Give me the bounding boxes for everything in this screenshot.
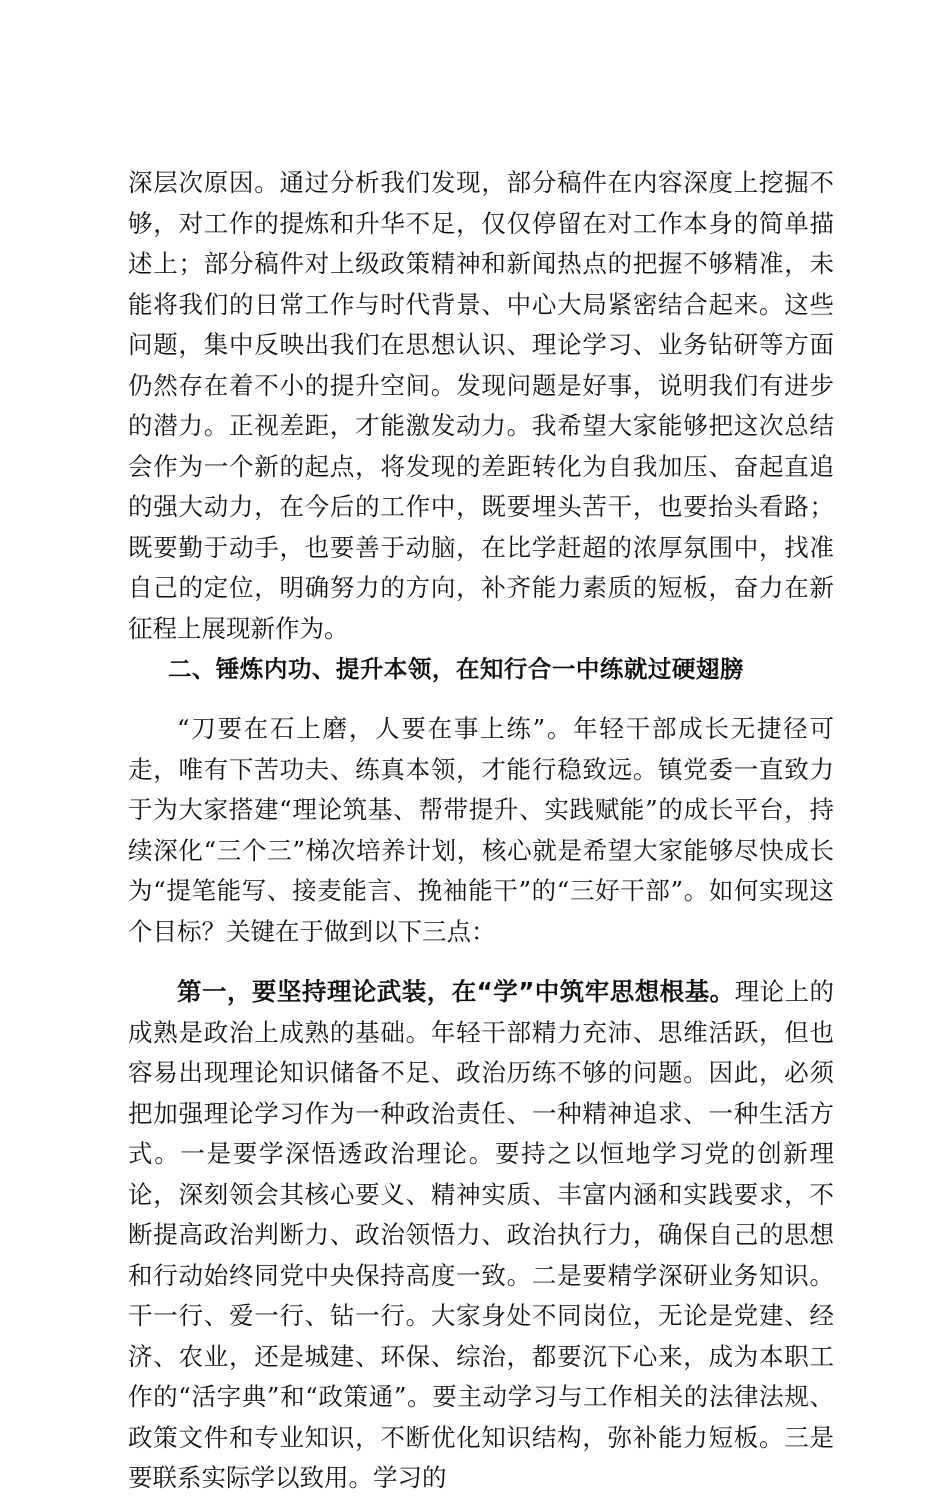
paragraph-body-text: 理论上的成熟是政治上成熟的基础。年轻干部精力充沛、思维活跃，但也容易出现理论知识储备不足、政治历练不够的问题。因此，必须把加强理论学习作为一种政治责任、一种精神追求、一种生活方式。一是要学深悟透政治理论。要持之以恒地学习党的创新理论，深刻领会其核心要义、精神实质、丰富内涵和实践要求，不断提高政治判断力、政治领悟力、政治执行力，确保自己的思想和行动始终同党中央保持高度一致。二是要精学深研业务知识。干一行、爱一行、钻一行。大家身处不同岗位，无论是党建、经济、农业，还是城建、环保、综治，都要沉下心来，成为本职工作的“活字典”和“政策通”。要主动学习与工作相关的法律法规、政策文件和专业知识，不断优化知识结构，弥补能力短板。三是要联系实际学以致用。学习的 — [128, 977, 835, 1492]
document-body — [128, 163, 834, 1499]
paragraph-lead-sentence: 第一，要坚持理论武装，在“学”中筑牢思想根基。 — [177, 977, 735, 1006]
section-heading: 二、锤炼内功、提升本领，在知行合一中练就过硬翅膀 — [167, 655, 744, 683]
paragraph-continued: 深层次原因。通过分析我们发现，部分稿件在内容深度上挖掘不够，对工作的提炼和升华不足，仅仅停留在对工作本身的简单描述上；部分稿件对上级政策精神和新闻热点的把握不够精准，未能将我们的日常工作与时代背景、中心大局紧密结合起来。这些问题，集中反映出我们在思想认识、理论学习、业务钻研等方面仍然存在着不小的提升空间。发现问题是好事，说明我们有进步的潜力。正视差距，才能激发动力。我希望大家能够把这次总结会作为一个新的起点，将发现的差距转化为自我加压、奋起直追的强大动力，在今后的工作中，既要埋头苦干，也要抬头看路；既要勤于动手，也要善于动脑，在比学赶超的浓厚氛围中，找准自己的定位，明确努力的方向，补齐能力素质的短板，奋力在新征程上展现新作为。 — [128, 168, 834, 643]
paragraph-point-one — [128, 972, 834, 1499]
paragraph-intro: “刀要在石上磨，人要在事上练”。年轻干部成长无捷径可走，唯有下苦功夫、练真本领，才能行稳致远。镇党委一直致力于为大家搭建“理论筑基、帮带提升、实践赋能”的成长平台，持续深化“三个三”梯次培养计划，核心就是希望大家能够尽快成长为“提笔能写、接麦能言、挽袖能干”的“三好干部”。如何实现这个目标？关键在于做到以下三点： — [128, 714, 834, 946]
